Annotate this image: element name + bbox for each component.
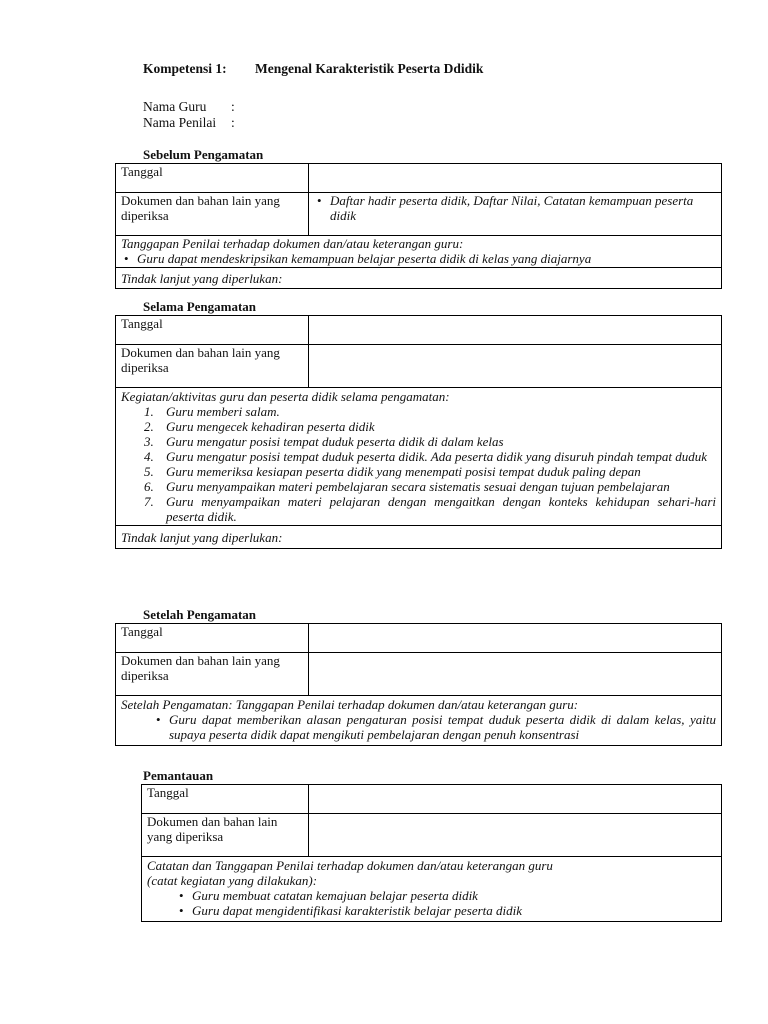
section-heading-pemantauan: Pemantauan [143,768,214,783]
tanggal-label: Tanggal [116,316,309,345]
section-heading-setelah: Setelah Pengamatan [143,607,257,622]
row-dokumen [142,814,722,857]
row-tanggal [116,316,722,345]
tanggapan-cell [116,236,722,268]
dokumen-value[interactable] [309,653,722,696]
list-item: Guru menyampaikan materi pembelajaran secara sistematis sesuai dengan tujuan pembelajaran [166,479,670,494]
section-heading-selama: Selama Pengamatan [143,299,257,314]
table-sebelum [115,163,722,289]
list-item: Guru menyampaikan materi pelajaran dengan mengaitkan dengan konteks kehidupan sehari-hari peserta didik. [166,494,716,524]
list-item: • Guru dapat memberikan alasan pengaturan posisi tempat duduk peserta didik di dalam kelas, yaitu supaya peserta didik dapat mengikuti pembelajaran dengan penuh konsentrasi [169,712,716,742]
tanggapan-label: Setelah Pengamatan: Tanggapan Penilai terhadap dokumen dan/atau keterangan guru: [121,697,579,712]
dokumen-value [309,193,722,236]
competency-label: Kompetensi 1: [143,61,227,76]
meta-penilai-row [143,115,235,131]
row-tindak [116,526,722,549]
meta-guru-row [143,99,235,115]
tanggal-label: Tanggal [142,785,309,814]
table-setelah [115,623,722,746]
page-title [143,61,483,77]
row-dokumen [116,653,722,696]
row-dokumen [116,345,722,388]
tanggapan-cell [116,696,722,746]
tanggal-value[interactable] [309,316,722,345]
row-tindak [116,268,722,289]
row-tanggal [116,624,722,653]
dokumen-label: Dokumen dan bahan lain yang diperiksa [116,653,309,696]
nama-penilai-label: Nama Penilai [143,115,217,130]
row-catatan [142,857,722,922]
list-item: Guru mengecek kehadiran peserta didik [166,419,375,434]
row-tanggapan [116,696,722,746]
tindak-lanjut-label: Tindak lanjut yang diperlukan: [116,526,722,549]
row-tanggal [116,164,722,193]
row-kegiatan [116,388,722,526]
tanggapan-list [121,251,716,266]
nama-guru-colon: : [231,99,235,114]
list-item: • Guru membuat catatan kemajuan belajar peserta didik [192,888,716,903]
tanggal-label: Tanggal [116,624,309,653]
dokumen-value[interactable] [309,345,722,388]
list-item: • Daftar hadir peserta didik, Daftar Nilai, Catatan kemampuan peserta didik [330,193,716,223]
dokumen-label: Dokumen dan bahan lain yang diperiksa [116,193,309,236]
meta-block [143,99,235,131]
list-item: Guru memberi salam. [166,404,280,419]
row-tanggal [142,785,722,814]
dokumen-label: Dokumen dan bahan lain yang diperiksa [142,814,309,857]
list-item: Guru mengatur posisi tempat duduk peserta didik. Ada peserta didik yang disuruh pindah tempat duduk [166,449,708,464]
list-item: Guru memeriksa kesiapan peserta didik yang menempati posisi tempat duduk paling depan [166,464,641,479]
list-item: • Guru dapat mendeskripsikan kemampuan belajar peserta didik di kelas yang diajarnya [137,251,716,266]
list-item: • Guru dapat mengidentifikasi karakteristik belajar peserta didik [192,903,716,918]
dokumen-value[interactable] [309,814,722,857]
list-item: Guru mengatur posisi tempat duduk peserta didik di dalam kelas [166,434,504,449]
catatan-label: Catatan dan Tanggapan Penilai terhadap dokumen dan/atau keterangan guru [147,858,553,873]
table-pemantauan [141,784,722,922]
tanggapan-label: Tanggapan Penilai terhadap dokumen dan/atau keterangan guru: [121,236,464,251]
nama-guru-label: Nama Guru [143,99,207,114]
kegiatan-list [121,404,716,524]
tanggal-value[interactable] [309,785,722,814]
competency-title: Mengenal Karakteristik Peserta Ddidik [255,61,484,76]
dokumen-list [314,193,716,223]
catatan-cell [142,857,722,922]
row-tanggapan [116,236,722,268]
nama-penilai-colon: : [231,115,235,130]
table-selama [115,315,722,549]
kegiatan-cell [116,388,722,526]
catatan-list [147,888,716,918]
kegiatan-label: Kegiatan/aktivitas guru dan peserta didik selama pengamatan: [121,389,450,404]
tanggapan-list [121,712,716,742]
catatan-sub: (catat kegiatan yang dilakukan): [147,873,318,888]
dokumen-label: Dokumen dan bahan lain yang diperiksa [116,345,309,388]
section-heading-sebelum: Sebelum Pengamatan [143,147,264,162]
tanggal-value[interactable] [309,624,722,653]
tanggal-label: Tanggal [116,164,309,193]
tindak-lanjut-label: Tindak lanjut yang diperlukan: [116,268,722,289]
tanggal-value[interactable] [309,164,722,193]
row-dokumen [116,193,722,236]
